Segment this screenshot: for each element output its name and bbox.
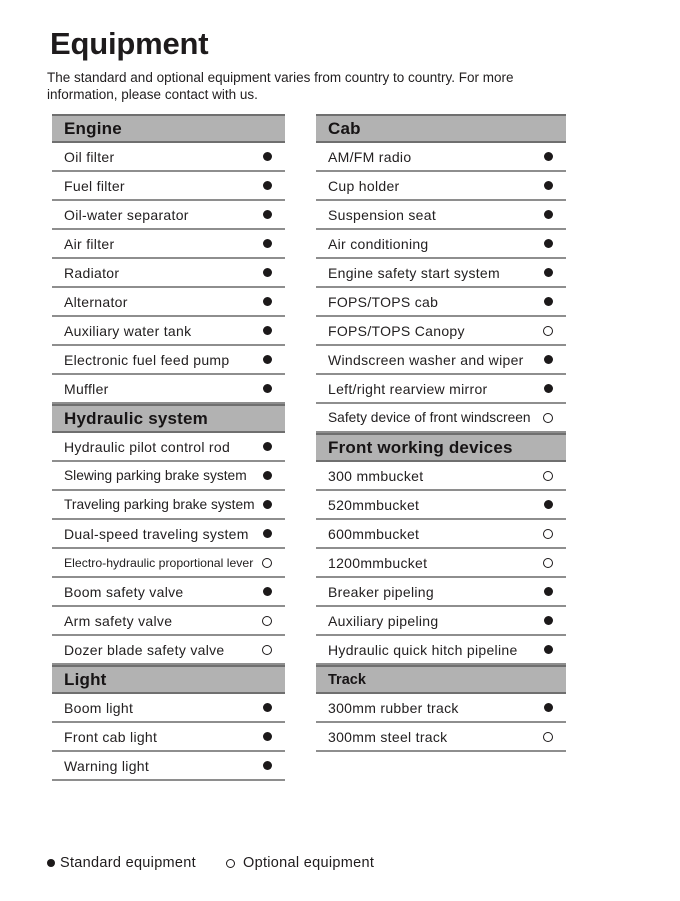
equipment-label: Front cab light — [64, 728, 158, 745]
standard-equipment-bullet-icon — [263, 703, 272, 712]
standard-equipment-bullet-icon — [263, 587, 272, 596]
standard-equipment-bullet-icon — [544, 355, 553, 364]
optional-equipment-bullet-icon — [543, 326, 553, 336]
equipment-row — [316, 404, 566, 433]
equipment-label: Arm safety valve — [64, 612, 173, 629]
equipment-row — [316, 288, 566, 317]
equipment-row — [52, 636, 285, 665]
optional-equipment-bullet-icon — [543, 558, 553, 568]
equipment-label: Oil-water separator — [64, 206, 189, 223]
equipment-row — [316, 636, 566, 665]
equipment-label: FOPS/TOPS cab — [328, 293, 439, 310]
standard-equipment-bullet-icon — [263, 500, 272, 509]
standard-equipment-bullet-icon — [544, 181, 553, 190]
equipment-row — [316, 694, 566, 723]
equipment-label: 1200mmbucket — [328, 554, 428, 571]
equipment-label: Traveling parking brake system — [64, 497, 255, 512]
equipment-row — [52, 346, 285, 375]
standard-equipment-bullet-icon — [263, 529, 272, 538]
standard-equipment-bullet-icon — [263, 442, 272, 451]
equipment-row — [316, 578, 566, 607]
legend-optional-label: Optional equipment — [243, 855, 375, 871]
equipment-row — [316, 172, 566, 201]
equipment-row — [52, 375, 285, 404]
equipment-label: Auxiliary pipeling — [328, 612, 439, 629]
equipment-row — [52, 288, 285, 317]
equipment-row — [52, 723, 285, 752]
equipment-row — [316, 375, 566, 404]
optional-equipment-bullet-icon — [543, 732, 553, 742]
optional-equipment-bullet-icon — [543, 413, 553, 423]
equipment-row — [316, 230, 566, 259]
equipment-label: Fuel filter — [64, 177, 125, 194]
standard-equipment-bullet-icon — [544, 297, 553, 306]
standard-equipment-bullet-icon — [263, 181, 272, 190]
standard-equipment-bullet-icon — [263, 326, 272, 335]
equipment-label: 600mmbucket — [328, 525, 420, 542]
equipment-label: Hydraulic pilot control rod — [64, 438, 231, 455]
equipment-row — [52, 607, 285, 636]
equipment-label: Suspension seat — [328, 206, 437, 223]
equipment-label: Engine safety start system — [328, 264, 500, 281]
equipment-label: Alternator — [64, 293, 128, 310]
standard-equipment-bullet-icon — [263, 268, 272, 277]
standard-equipment-bullet-icon — [263, 732, 272, 741]
equipment-row — [316, 491, 566, 520]
equipment-row — [316, 723, 566, 752]
section-header-cab: Cab — [316, 114, 566, 143]
equipment-label: 300mm rubber track — [328, 699, 459, 716]
equipment-row — [52, 491, 285, 520]
equipment-row — [52, 549, 285, 578]
equipment-row — [52, 317, 285, 346]
equipment-label: FOPS/TOPS Canopy — [328, 322, 465, 339]
equipment-row — [316, 462, 566, 491]
standard-equipment-bullet-icon — [263, 239, 272, 248]
equipment-label: Safety device of front windscreen — [328, 410, 531, 425]
standard-equipment-bullet-icon — [263, 355, 272, 364]
equipment-row — [316, 607, 566, 636]
equipment-row — [52, 230, 285, 259]
equipment-row — [52, 143, 285, 172]
equipment-label: Muffler — [64, 380, 109, 397]
equipment-row — [316, 549, 566, 578]
section-header-engine: Engine — [52, 114, 285, 143]
standard-equipment-bullet-icon — [263, 471, 272, 480]
standard-equipment-bullet-icon — [544, 210, 553, 219]
equipment-label: Left/right rearview mirror — [328, 380, 488, 397]
equipment-label: Hydraulic quick hitch pipeline — [328, 641, 518, 658]
equipment-row — [52, 520, 285, 549]
equipment-label: Dozer blade safety valve — [64, 641, 225, 658]
equipment-row — [52, 201, 285, 230]
equipment-row — [316, 201, 566, 230]
equipment-label: Air conditioning — [328, 235, 429, 252]
page-subtitle: The standard and optional equipment varies from country to country. For more information, please contact with us. — [47, 70, 514, 102]
standard-equipment-bullet-icon — [263, 210, 272, 219]
section-header-front-working-devices: Front working devices — [316, 433, 566, 462]
standard-equipment-bullet-icon — [544, 268, 553, 277]
section-header-track: Track — [316, 665, 566, 694]
equipment-row — [52, 172, 285, 201]
standard-equipment-bullet-icon — [544, 645, 553, 654]
equipment-label: Radiator — [64, 264, 120, 281]
equipment-label: 520mmbucket — [328, 496, 420, 513]
legend — [47, 855, 374, 871]
equipment-label: Auxiliary water tank — [64, 322, 192, 339]
legend-standard-label: Standard equipment — [60, 855, 196, 871]
standard-equipment-bullet-icon — [544, 703, 553, 712]
equipment-columns — [52, 114, 566, 781]
section-header-hydraulic-system: Hydraulic system — [52, 404, 285, 433]
equipment-label: Cup holder — [328, 177, 400, 194]
standard-equipment-bullet-icon — [544, 152, 553, 161]
equipment-row — [316, 317, 566, 346]
equipment-row — [316, 143, 566, 172]
equipment-row — [52, 433, 285, 462]
optional-equipment-bullet-icon — [543, 471, 553, 481]
left-column — [52, 114, 285, 781]
equipment-label: Breaker pipeling — [328, 583, 434, 600]
standard-equipment-bullet-icon — [47, 859, 55, 867]
equipment-label: Electronic fuel feed pump — [64, 351, 230, 368]
equipment-row — [52, 259, 285, 288]
equipment-label: Electro-hydraulic proportional lever — [64, 555, 254, 570]
equipment-label: Boom safety valve — [64, 583, 184, 600]
equipment-row — [316, 520, 566, 549]
equipment-label: Slewing parking brake system — [64, 468, 247, 483]
equipment-row — [52, 578, 285, 607]
equipment-label: Dual-speed traveling system — [64, 525, 249, 542]
right-column — [316, 114, 566, 752]
optional-equipment-bullet-icon — [543, 529, 553, 539]
equipment-row — [52, 752, 285, 781]
equipment-label: Oil filter — [64, 148, 115, 165]
equipment-row — [52, 462, 285, 491]
standard-equipment-bullet-icon — [263, 297, 272, 306]
equipment-row — [316, 259, 566, 288]
standard-equipment-bullet-icon — [544, 587, 553, 596]
standard-equipment-bullet-icon — [544, 384, 553, 393]
equipment-label: Warning light — [64, 757, 150, 774]
optional-equipment-bullet-icon — [262, 616, 272, 626]
standard-equipment-bullet-icon — [544, 239, 553, 248]
equipment-row — [52, 694, 285, 723]
equipment-label: Boom light — [64, 699, 134, 716]
standard-equipment-bullet-icon — [263, 384, 272, 393]
standard-equipment-bullet-icon — [544, 616, 553, 625]
section-header-light: Light — [52, 665, 285, 694]
optional-equipment-bullet-icon — [262, 645, 272, 655]
standard-equipment-bullet-icon — [544, 500, 553, 509]
optional-equipment-bullet-icon — [262, 558, 272, 568]
equipment-label: AM/FM radio — [328, 148, 412, 165]
equipment-label: 300 mmbucket — [328, 467, 424, 484]
equipment-row — [316, 346, 566, 375]
optional-equipment-bullet-icon — [226, 859, 235, 868]
standard-equipment-bullet-icon — [263, 152, 272, 161]
equipment-label: 300mm steel track — [328, 728, 448, 745]
page-title: Equipment — [50, 26, 209, 61]
equipment-label: Windscreen washer and wiper — [328, 351, 524, 368]
standard-equipment-bullet-icon — [263, 761, 272, 770]
equipment-label: Air filter — [64, 235, 115, 252]
